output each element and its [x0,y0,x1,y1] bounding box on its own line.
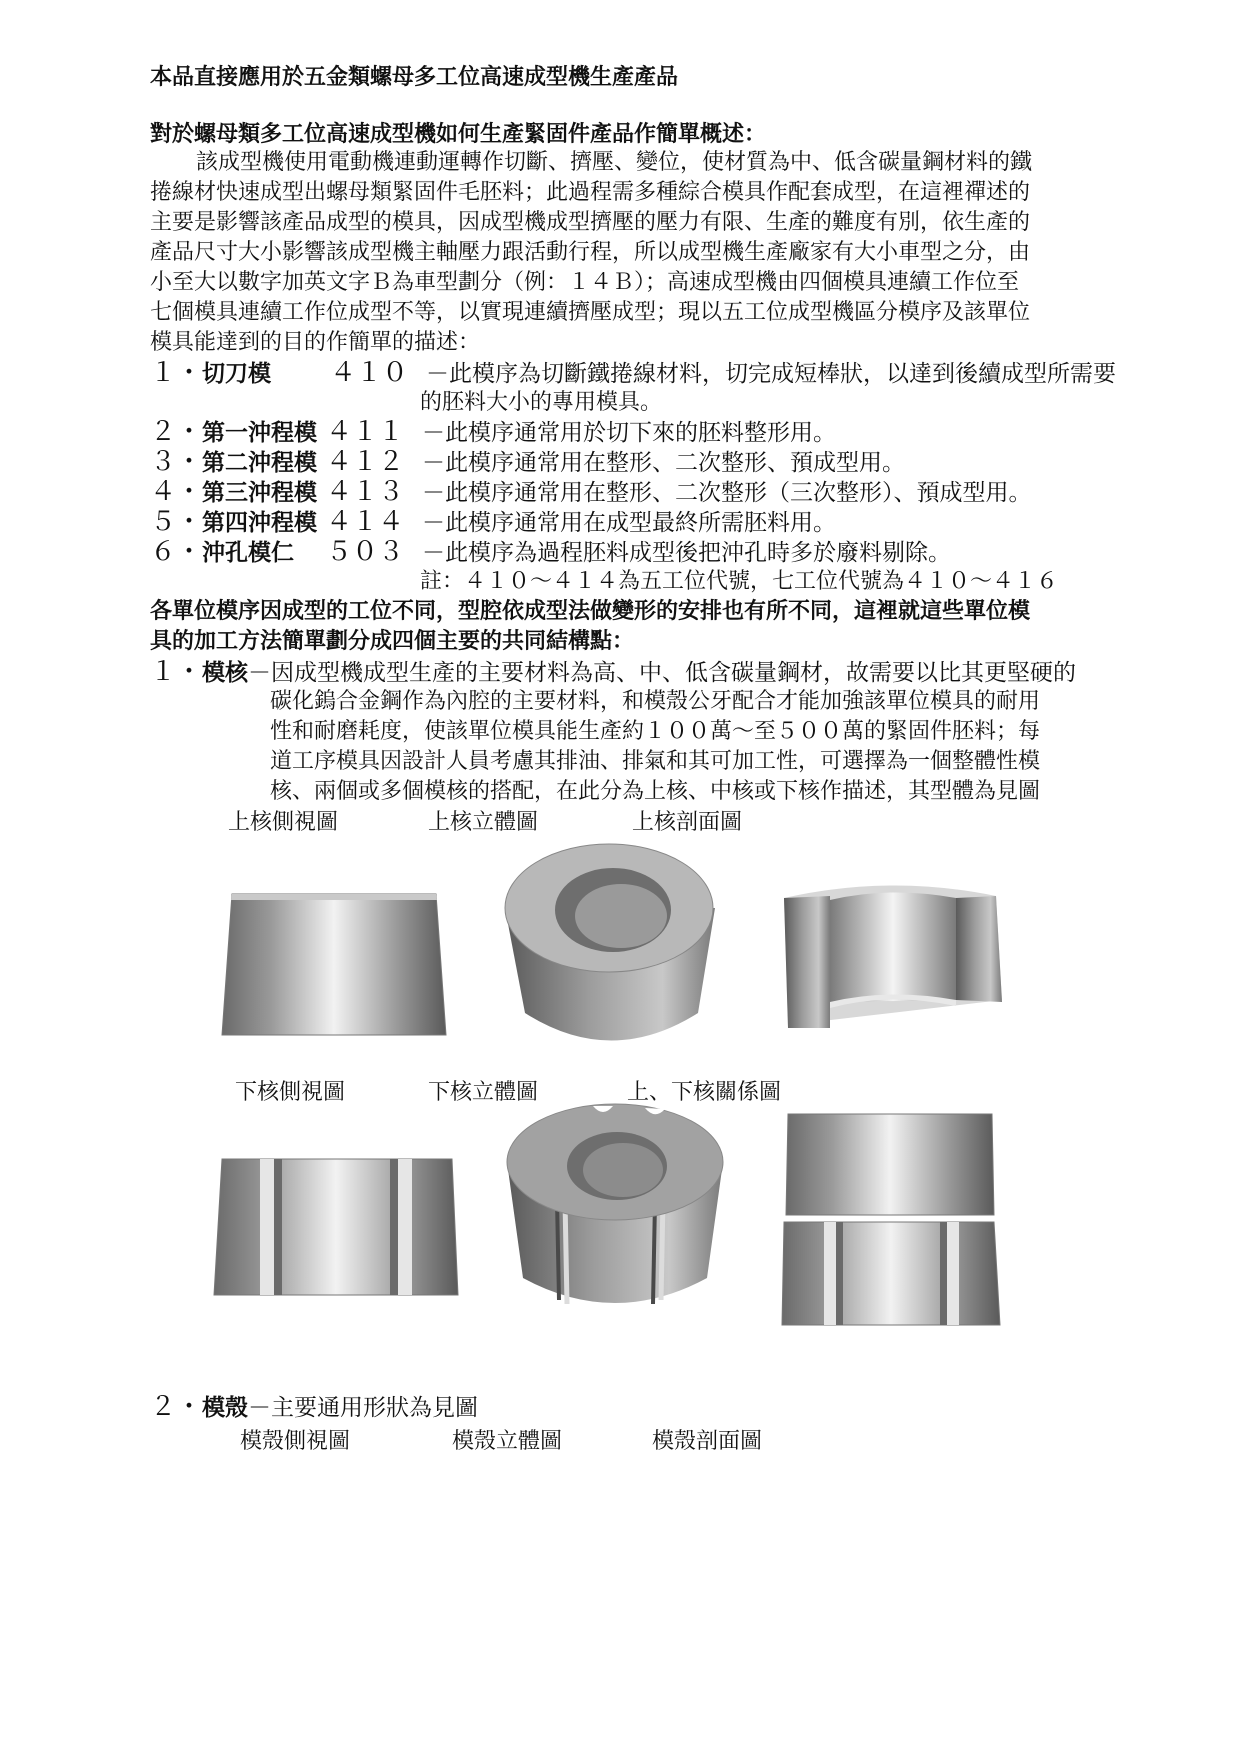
die-code: ４１１ [326,417,405,447]
die-code: ４１４ [326,507,405,537]
caption-shell-section: 模殼剖面圖 [652,1429,763,1454]
die-description: －此模序通常用在成型最終所需胚料用。 [422,510,837,536]
intro-line: 七個模具連續工作位成型不等，以實現連續擠壓成型；現以五工位成型機區分模序及該單位 [150,300,1031,325]
station-note: 註：４１０～４１４為五工位代號，七工位代號為４１０～４１６ [420,569,1059,594]
die-description: －此模序為過程胚料成型後把沖孔時多於廢料剔除。 [422,540,952,566]
upper-lower-core-relation-figure [780,1110,1005,1335]
die-description: －此模序通常用在整形、二次整形（三次整形）、預成型用。 [422,480,1032,506]
die-item-412 [150,447,905,478]
die-description: －此模序為切斷鐵捲線材料，切完成短棒狀，以達到後續成型所需要 [426,361,1117,387]
die-description: －此模序通常用在整形、二次整形、預成型用。 [422,450,906,476]
caption-shell-side: 模殼側視圖 [240,1429,351,1454]
die-number: ６・ [150,537,203,567]
die-number: １・ [150,358,203,388]
core-line: 性和耐磨耗度，使該單位模具能生產約１００萬～至５００萬的緊固件胚料；每 [270,719,1041,744]
intro-line: 主要是影響該產品成型的模具，因成型機成型擠壓的壓力有限、生產的難度有別，依生產的 [150,210,1031,235]
caption-upper-core-side: 上核側視圖 [228,810,339,835]
core-paragraph [270,687,1040,807]
overview-heading: 對於螺母類多工位高速成型機如何生產緊固件產品作簡單概述： [150,122,767,147]
die-item-503 [150,537,951,568]
shell-number: ２・ [150,1392,203,1422]
caption-upper-lower-core-relation: 上、下核關係圖 [627,1080,782,1105]
caption-lower-core-side: 下核側視圖 [235,1080,346,1105]
die-name: 第四沖程模 [202,510,318,536]
page-title: 本品直接應用於五金類螺母多工位高速成型機生產產品 [150,65,679,90]
die-description: －此模序通常用於切下來的胚料整形用。 [422,420,837,446]
intro-line: 捲線材快速成型出螺母類緊固件毛胚料；此過程需多種綜合模具作配套成型，在這裡禪述的 [150,180,1031,205]
intro-line: 產品尺寸大小影響該成型機主軸壓力跟活動行程，所以成型機生產廠家有大小車型之分，由 [150,240,1031,265]
upper-core-side-view-figure [220,890,450,1040]
die-code: ４１２ [326,447,405,477]
upper-core-3d-figure [493,838,723,1063]
shell-name: 模殼 [202,1395,249,1421]
structure-heading-line: 具的加工方法簡單劃分成四個主要的共同結構點： [150,629,635,654]
die-description-continued: 的胚料大小的專用模具。 [420,390,663,415]
shell-description: －主要通用形狀為見圖 [248,1395,479,1421]
die-item-413 [150,477,1032,508]
lower-core-3d-figure [495,1100,735,1320]
die-name: 第三沖程模 [202,480,318,506]
die-code: ４１０ [330,358,409,388]
shell-item [150,1392,478,1423]
core-line: －因成型機成型生產的主要材料為高、中、低含碳量鋼材，故需要以比其更堅硬的 [248,660,1077,686]
intro-paragraph [150,148,1032,358]
core-line: 核、兩個或多個模核的搭配，在此分為上核、中核或下核作描述，其型體為見圖 [270,779,1041,804]
die-name: 切刀模 [202,361,272,387]
die-name: 第一沖程模 [202,420,318,446]
die-item-411 [150,417,836,448]
intro-line: 模具能達到的目的作簡單的描述： [150,330,481,355]
die-number: ２・ [150,417,203,447]
lower-core-side-view-figure [212,1155,462,1300]
caption-lower-core-3d: 下核立體圖 [428,1080,539,1105]
die-code: ４１３ [326,477,405,507]
core-item [150,657,1076,688]
caption-upper-core-section: 上核剖面圖 [632,810,743,835]
intro-line: 該成型機使用電動機連動運轉作切斷、擠壓、變位，使材質為中、低含碳量鋼材料的鐵 [196,150,1033,175]
die-number: ５・ [150,507,203,537]
die-item-410 [150,358,1116,389]
structure-heading-line: 各單位模序因成型的工位不同，型腔依成型法做變形的安排也有所不同，這裡就這些單位模 [150,599,1031,624]
intro-line: 小至大以數字加英文字Ｂ為車型劃分（例：１４Ｂ）；高速成型機由四個模具連續工作位至 [150,270,1020,295]
die-item-414 [150,507,836,538]
die-code: ５０３ [326,537,405,567]
upper-core-section-figure [770,880,1010,1050]
core-name: 模核 [202,660,249,686]
core-line: 碳化鎢合金鋼作為內腔的主要材料，和模殼公牙配合才能加強該單位模具的耐用 [270,689,1041,714]
structure-heading [150,597,1030,657]
caption-upper-core-3d: 上核立體圖 [428,810,539,835]
die-name: 沖孔模仁 [202,540,295,566]
core-number: １・ [150,657,203,687]
die-name: 第二沖程模 [202,450,318,476]
die-number: ４・ [150,477,203,507]
die-number: ３・ [150,447,203,477]
caption-shell-3d: 模殼立體圖 [452,1429,563,1454]
core-line: 道工序模具因設計人員考慮其排油、排氣和其可加工性，可選擇為一個整體性模 [270,749,1041,774]
